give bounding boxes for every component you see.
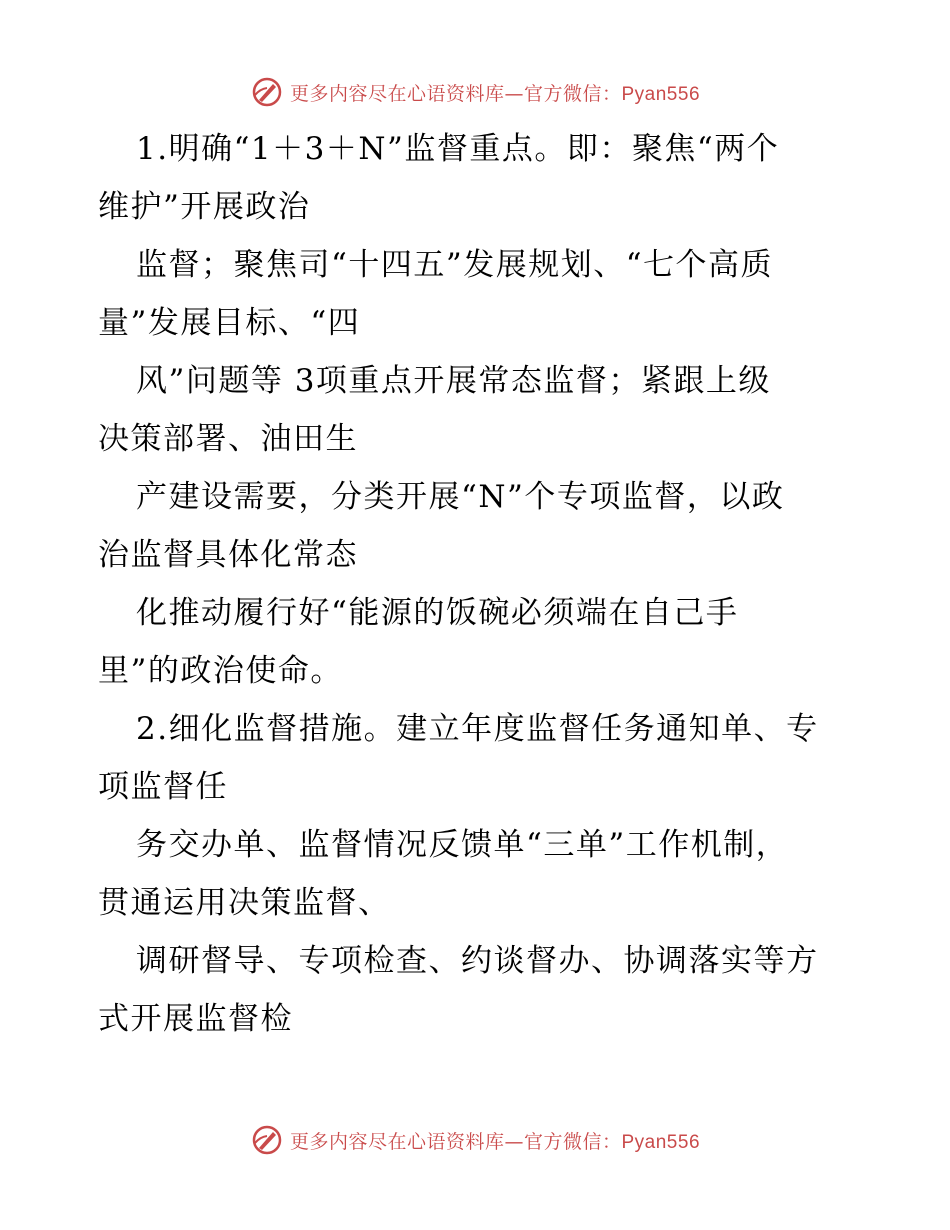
watermark-label: 更多内容尽在心语资料库—官方微信： bbox=[289, 82, 622, 105]
paragraph-line: 决策部署、油田生 bbox=[98, 421, 358, 457]
paragraph-line: 调研督导、专项检查、约谈督办、协调落实等方 bbox=[136, 943, 819, 979]
paragraph-line: 式开展监督检 bbox=[98, 1001, 293, 1037]
watermark-wechat-id: Pyan556 bbox=[621, 1131, 701, 1153]
watermark-wechat-id: Pyan556 bbox=[621, 83, 701, 105]
pen-logo-icon bbox=[250, 1123, 284, 1157]
paragraph-line: 2.细化监督措施。建立年度监督任务通知单、专 bbox=[136, 711, 819, 747]
paragraph-line: 监督；聚焦司“十四五”发展规划、“七个高质 bbox=[136, 247, 774, 283]
paragraph-line: 风”问题等 3项重点开展常态监督；紧跟上级 bbox=[136, 363, 771, 399]
paragraph-line: 维护”开展政治 bbox=[98, 189, 311, 225]
paragraph-line: 贯通运用决策监督、 bbox=[98, 885, 391, 921]
paragraph-line: 化推动履行好“能源的饭碗必须端在自己手 bbox=[136, 595, 739, 631]
watermark-text bbox=[290, 1127, 700, 1154]
header-watermark bbox=[0, 72, 950, 112]
paragraph-line: 1.明确“1＋3＋N”监督重点。即：聚焦“两个 bbox=[136, 131, 780, 167]
paragraph-line: 务交办单、监督情况反馈单“三单”工作机制， bbox=[136, 827, 789, 863]
pen-logo-icon bbox=[250, 75, 284, 109]
watermark-label: 更多内容尽在心语资料库—官方微信： bbox=[289, 1130, 622, 1153]
paragraph-line: 产建设需要，分类开展“N”个专项监督，以政 bbox=[136, 479, 785, 515]
paragraph-line: 里”的政治使命。 bbox=[98, 653, 343, 689]
watermark-text bbox=[290, 79, 700, 106]
document-body bbox=[98, 120, 858, 1048]
paragraph-line: 治监督具体化常态 bbox=[98, 537, 358, 573]
footer-watermark bbox=[0, 1120, 950, 1160]
paragraph-line: 量”发展目标、“四 bbox=[98, 305, 361, 341]
paragraph-line: 项监督任 bbox=[98, 769, 228, 805]
